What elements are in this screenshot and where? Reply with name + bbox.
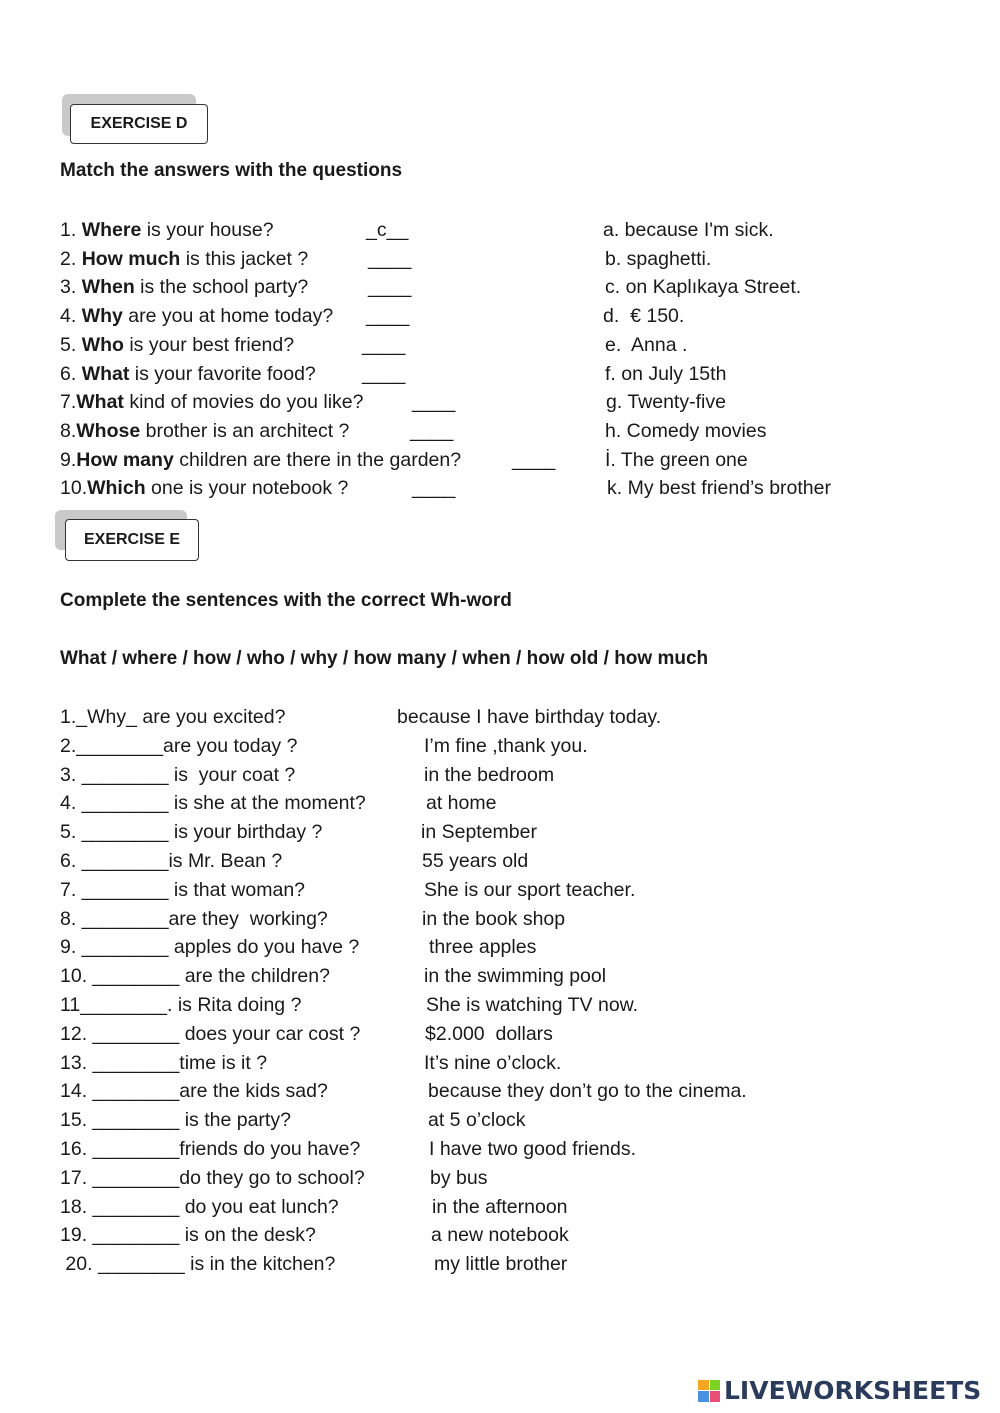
- exercise-d-badge-label: EXERCISE D: [70, 104, 208, 144]
- exercise-e-item: [0, 1106, 1000, 1134]
- exercise-e-item: [0, 1135, 1000, 1163]
- answer-blank[interactable]: ____: [368, 248, 412, 270]
- answer-blank[interactable]: ____: [410, 420, 454, 442]
- question-number: 8.: [60, 420, 77, 442]
- answer-blank[interactable]: _c__: [366, 219, 409, 241]
- question: [60, 474, 348, 502]
- exercise-e-item: [0, 1077, 1000, 1105]
- wh-word: What: [76, 391, 124, 413]
- answer-blank[interactable]: ____: [412, 391, 456, 413]
- question: [60, 360, 316, 388]
- sentence-with-blank[interactable]: 16. ________friends do you have?: [60, 1138, 361, 1160]
- answer-text: in the afternoon: [432, 1196, 568, 1218]
- exercise-e-item: [0, 818, 1000, 846]
- sentence-with-blank[interactable]: 14. ________are the kids sad?: [60, 1080, 328, 1102]
- answer-blank[interactable]: ____: [512, 449, 556, 471]
- answer-text: three apples: [429, 936, 537, 958]
- wh-word: Whose: [76, 420, 141, 442]
- sentence-with-blank[interactable]: 3. ________ is your coat ?: [60, 764, 296, 786]
- question-text: is your best friend?: [123, 334, 295, 356]
- answer-text: at 5 o’clock: [428, 1109, 526, 1131]
- answer-text: She is watching TV now.: [426, 994, 639, 1016]
- question: [60, 417, 349, 445]
- exercise-e-item: [0, 876, 1000, 904]
- exercise-d-item: [0, 474, 1000, 502]
- exercise-d-item: [0, 388, 1000, 416]
- question-number: 10.: [60, 477, 88, 499]
- sentence-with-blank[interactable]: 18. ________ do you eat lunch?: [60, 1196, 339, 1218]
- answer-text: by bus: [430, 1167, 488, 1189]
- question-number: 7.: [60, 391, 77, 413]
- answer-blank[interactable]: ____: [412, 477, 456, 499]
- exercise-e-item: [0, 1250, 1000, 1278]
- exercise-e-item: [0, 789, 1000, 817]
- question-number: 3.: [60, 276, 82, 298]
- answer-text: I have two good friends.: [429, 1138, 637, 1160]
- exercise-d-item: [0, 331, 1000, 359]
- sentence-with-blank[interactable]: 17. ________do they go to school?: [60, 1167, 365, 1189]
- answer-option: d. € 150.: [603, 305, 685, 327]
- exercise-e-instruction: Complete the sentences with the correct Wh-word: [60, 590, 512, 611]
- exercise-d-item: [0, 302, 1000, 330]
- answer-text: my little brother: [434, 1253, 568, 1275]
- exercise-e-item: [0, 991, 1000, 1019]
- wh-word: Why: [81, 305, 123, 327]
- answer-text: in September: [421, 821, 537, 843]
- answer-text: She is our sport teacher.: [424, 879, 636, 901]
- exercise-e-item: [0, 761, 1000, 789]
- exercise-e-item: [0, 1221, 1000, 1249]
- question-text: one is your notebook ?: [145, 477, 349, 499]
- answer-option: h. Comedy movies: [605, 420, 767, 442]
- question: [60, 216, 274, 244]
- answer-blank[interactable]: ____: [366, 305, 410, 327]
- question: [60, 331, 294, 359]
- question-text: children are there in the garden?: [173, 449, 462, 471]
- exercise-e-item: [0, 1049, 1000, 1077]
- question-number: 2.: [60, 248, 82, 270]
- sentence-with-blank[interactable]: 6. ________is Mr. Bean ?: [60, 850, 283, 872]
- answer-option: k. My best friend’s brother: [607, 477, 831, 499]
- liveworksheets-logo-icon: [698, 1380, 720, 1402]
- wh-word: When: [81, 276, 135, 298]
- question-number: 5.: [60, 334, 82, 356]
- sentence-with-blank[interactable]: 15. ________ is the party?: [60, 1109, 291, 1131]
- wh-word: Where: [81, 219, 142, 241]
- exercise-d-item: [0, 273, 1000, 301]
- answer-option: a. because I'm sick.: [603, 219, 774, 241]
- exercise-e-item: [0, 905, 1000, 933]
- wh-word: How much: [81, 248, 181, 270]
- liveworksheets-logo: [698, 1376, 981, 1405]
- exercise-e-item: [0, 933, 1000, 961]
- question-text: brother is an architect ?: [140, 420, 350, 442]
- exercise-e-item: [0, 1164, 1000, 1192]
- answer-text: I’m fine ,thank you.: [424, 735, 588, 757]
- answer-blank[interactable]: ____: [362, 334, 406, 356]
- exercise-d-item: [0, 360, 1000, 388]
- answer-text: in the bedroom: [424, 764, 555, 786]
- word-bank: What / where / how / who / why / how many / when / how old / how much: [60, 648, 709, 669]
- answer-text: It’s nine o’clock.: [424, 1052, 562, 1074]
- answer-blank[interactable]: ____: [362, 363, 406, 385]
- answer-text: because I have birthday today.: [397, 706, 662, 728]
- sentence-with-blank[interactable]: 20. ________ is in the kitchen?: [60, 1253, 336, 1275]
- answer-option: İ. The green one: [605, 449, 748, 471]
- answer-option: g. Twenty-five: [606, 391, 726, 413]
- exercise-d-item: [0, 446, 1000, 474]
- exercise-e-item: [0, 1193, 1000, 1221]
- answer-option: f. on July 15th: [605, 363, 727, 385]
- question: [60, 302, 333, 330]
- exercise-d-item: [0, 245, 1000, 273]
- sentence-with-blank[interactable]: 4. ________ is she at the moment?: [60, 792, 366, 814]
- question-text: kind of movies do you like?: [123, 391, 364, 413]
- question-number: 6.: [60, 363, 82, 385]
- exercise-e-badge-label: EXERCISE E: [65, 519, 199, 561]
- question-text: is your favorite food?: [129, 363, 316, 385]
- question: [60, 446, 461, 474]
- sentence-with-blank[interactable]: 10. ________ are the children?: [60, 965, 330, 987]
- wh-word: Which: [87, 477, 146, 499]
- answer-option: b. spaghetti.: [605, 248, 712, 270]
- wh-word: What: [81, 363, 130, 385]
- question-text: are you at home today?: [122, 305, 334, 327]
- sentence-with-blank[interactable]: 12. ________ does your car cost ?: [60, 1023, 361, 1045]
- question-number: 9.: [60, 449, 77, 471]
- answer-text: a new notebook: [431, 1224, 569, 1246]
- question: [60, 273, 308, 301]
- sentence-with-blank[interactable]: 9. ________ apples do you have ?: [60, 936, 360, 958]
- sentence-with-blank[interactable]: 5. ________ is your birthday ?: [60, 821, 323, 843]
- question-number: 1.: [60, 219, 82, 241]
- answer-option: c. on Kaplıkaya Street.: [605, 276, 802, 298]
- exercise-d-item: [0, 216, 1000, 244]
- exercise-e-item: [0, 847, 1000, 875]
- wh-word: How many: [76, 449, 174, 471]
- sentence-with-blank[interactable]: 13. ________time is it ?: [60, 1052, 268, 1074]
- liveworksheets-logo-text: LIVEWORKSHEETS: [724, 1376, 982, 1405]
- question-number: 4.: [60, 305, 82, 327]
- question-text: is your house?: [141, 219, 274, 241]
- exercise-e-item: [0, 732, 1000, 760]
- answer-text: because they don’t go to the cinema.: [428, 1080, 747, 1102]
- sentence-with-blank[interactable]: 1._Why_ are you excited?: [60, 706, 286, 728]
- answer-text: in the swimming pool: [424, 965, 607, 987]
- question-text: is the school party?: [134, 276, 309, 298]
- question: [60, 388, 363, 416]
- exercise-d-item: [0, 417, 1000, 445]
- sentence-with-blank[interactable]: 2.________are you today ?: [60, 735, 298, 757]
- sentence-with-blank[interactable]: 19. ________ is on the desk?: [60, 1224, 316, 1246]
- answer-blank[interactable]: ____: [368, 276, 412, 298]
- answer-option: e. Anna .: [605, 334, 688, 356]
- answer-text: in the book shop: [422, 908, 566, 930]
- exercise-e-item: [0, 1020, 1000, 1048]
- answer-text: 55 years old: [422, 850, 529, 872]
- answer-text: $2.000 dollars: [425, 1023, 553, 1045]
- question: [60, 245, 308, 273]
- question-text: is this jacket ?: [180, 248, 309, 270]
- sentence-with-blank[interactable]: 8. ________are they working?: [60, 908, 328, 930]
- sentence-with-blank[interactable]: 7. ________ is that woman?: [60, 879, 306, 901]
- sentence-with-blank[interactable]: 11________. is Rita doing ?: [60, 994, 302, 1016]
- exercise-e-item: [0, 962, 1000, 990]
- exercise-e-item: [0, 703, 1000, 731]
- exercise-d-instruction: Match the answers with the questions: [60, 160, 403, 181]
- answer-text: at home: [426, 792, 497, 814]
- wh-word: Who: [81, 334, 124, 356]
